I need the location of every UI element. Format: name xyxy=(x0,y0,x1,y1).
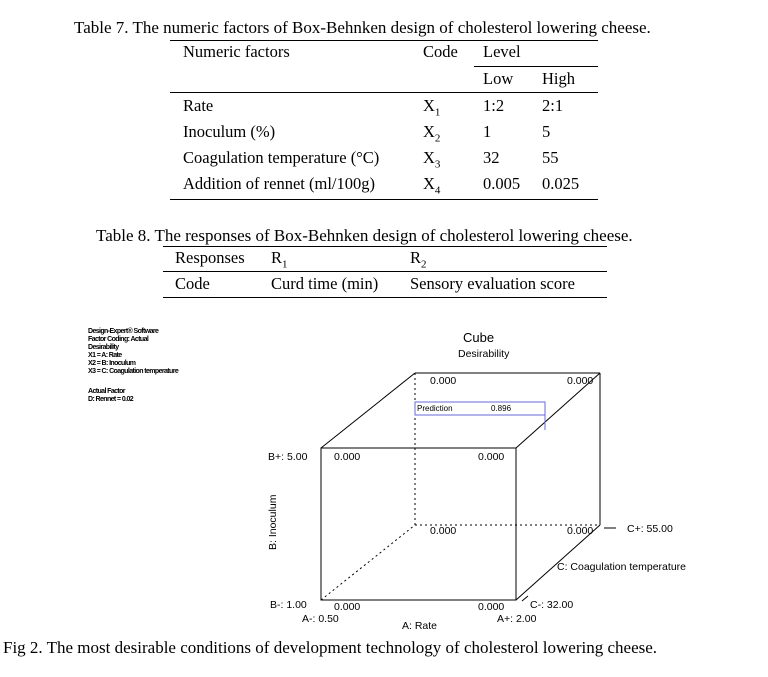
b-axis-label: B: Inoculum xyxy=(267,494,279,550)
value-front-bottom-left: 0.000 xyxy=(334,601,361,613)
prediction-label: Prediction xyxy=(417,404,453,413)
b-plus-label: B+: 5.00 xyxy=(268,451,308,463)
table7-header-high: High xyxy=(542,69,575,88)
table8-top-rule xyxy=(163,246,607,247)
cube-edge-bottom-left xyxy=(321,525,415,600)
value-back-top-right: 0.000 xyxy=(567,375,594,387)
value-front-bottom-right: 0.000 xyxy=(478,601,505,613)
cube-edge-top-left xyxy=(321,373,415,448)
table7-row-code: $X_1$ xyxy=(423,96,441,119)
a-axis-label: A: Rate xyxy=(402,620,438,632)
table8-responses-label: Responses xyxy=(175,248,245,267)
value-back-bottom-left: 0.000 xyxy=(430,525,457,537)
table7-row-low: 1:2 xyxy=(483,96,505,115)
table7-row-factor: Rate xyxy=(183,96,214,115)
side-text-1: Design-Expert® Software xyxy=(88,328,159,335)
table7-level-rule xyxy=(474,66,598,67)
side-text-3: Desirability xyxy=(88,344,119,351)
table7-header-low: Low xyxy=(483,69,514,88)
c-minus-tick xyxy=(522,596,528,601)
table8-mid-rule xyxy=(163,271,607,272)
side-text-2: Factor Coding: Actual xyxy=(88,336,149,343)
table8-code-label: Code xyxy=(175,274,210,293)
c-plus-label: C+: 55.00 xyxy=(627,523,673,535)
table7-row-low: 32 xyxy=(483,148,500,167)
cube-front-face xyxy=(321,448,516,600)
table7-header-rule xyxy=(170,92,598,93)
value-front-top-right: 0.000 xyxy=(478,451,505,463)
table7-top-rule xyxy=(170,40,598,41)
cube-figure xyxy=(0,318,768,638)
cube-drawing xyxy=(0,318,768,638)
table7-header-code: Code xyxy=(423,42,458,61)
table7-row-high: 55 xyxy=(542,148,559,167)
table8-curd-time: Curd time (min) xyxy=(271,274,379,293)
table8-r2: $R_2$ xyxy=(410,248,427,271)
table7-row-code: $X_2$ xyxy=(423,122,441,145)
side-text-4: X1 = A: Rate xyxy=(88,352,122,359)
table7-row-high: 2:1 xyxy=(542,96,564,115)
value-back-top-left: 0.000 xyxy=(430,375,457,387)
table7-header-level: Level xyxy=(483,42,521,61)
c-axis-label: C: Coagulation temperature xyxy=(557,561,686,573)
prediction-value: 0.896 xyxy=(491,404,512,413)
a-plus-label: A+: 2.00 xyxy=(497,613,537,625)
table7-row-factor: Addition of rennet (ml/100g) xyxy=(183,174,376,193)
cube-title: Cube xyxy=(463,330,495,345)
side-text-7: Actual Factor xyxy=(88,388,125,395)
table7-row-code: $X_4$ xyxy=(423,174,441,197)
c-minus-label: C-: 32.00 xyxy=(530,599,574,611)
table8-sensory-score: Sensory evaluation score xyxy=(410,274,575,293)
value-back-bottom-right: 0.000 xyxy=(567,525,594,537)
table7-bottom-rule xyxy=(170,199,598,200)
table7-row-factor: Inoculum (%) xyxy=(183,122,276,141)
table7-row-low: 0.005 xyxy=(483,174,521,193)
side-text-5: X2 = B: Inoculum xyxy=(88,360,136,367)
value-front-top-left: 0.000 xyxy=(334,451,361,463)
table7-row-high: 5 xyxy=(542,122,551,141)
table7-row-low: 1 xyxy=(483,122,492,141)
a-minus-label: A-: 0.50 xyxy=(302,613,339,625)
table7-caption: Table 7. The numeric factors of Box-Behnken design of cholesterol lowering cheese. xyxy=(74,18,651,37)
figure-caption: Fig 2. The most desirable conditions of development technology of cholesterol lowering cheese. xyxy=(3,638,658,657)
table8-r1: $R_1$ xyxy=(271,248,288,271)
side-text-8: D: Rennet = 0.02 xyxy=(88,396,134,403)
cube-subtitle: Desirability xyxy=(458,348,510,360)
table8-bottom-rule xyxy=(163,297,607,298)
table8-caption: Table 8. The responses of Box-Behnken design of cholesterol lowering cheese. xyxy=(96,226,633,245)
b-minus-label: B-: 1.00 xyxy=(270,599,307,611)
table7-row-high: 0.025 xyxy=(542,174,580,193)
side-text-6: X3 = C: Coagulation temperature xyxy=(88,368,179,375)
table7-row-code: $X_3$ xyxy=(423,148,441,171)
table7-row-factor: Coagulation temperature (°C) xyxy=(183,148,380,167)
table7-header-factors: Numeric factors xyxy=(183,42,290,61)
